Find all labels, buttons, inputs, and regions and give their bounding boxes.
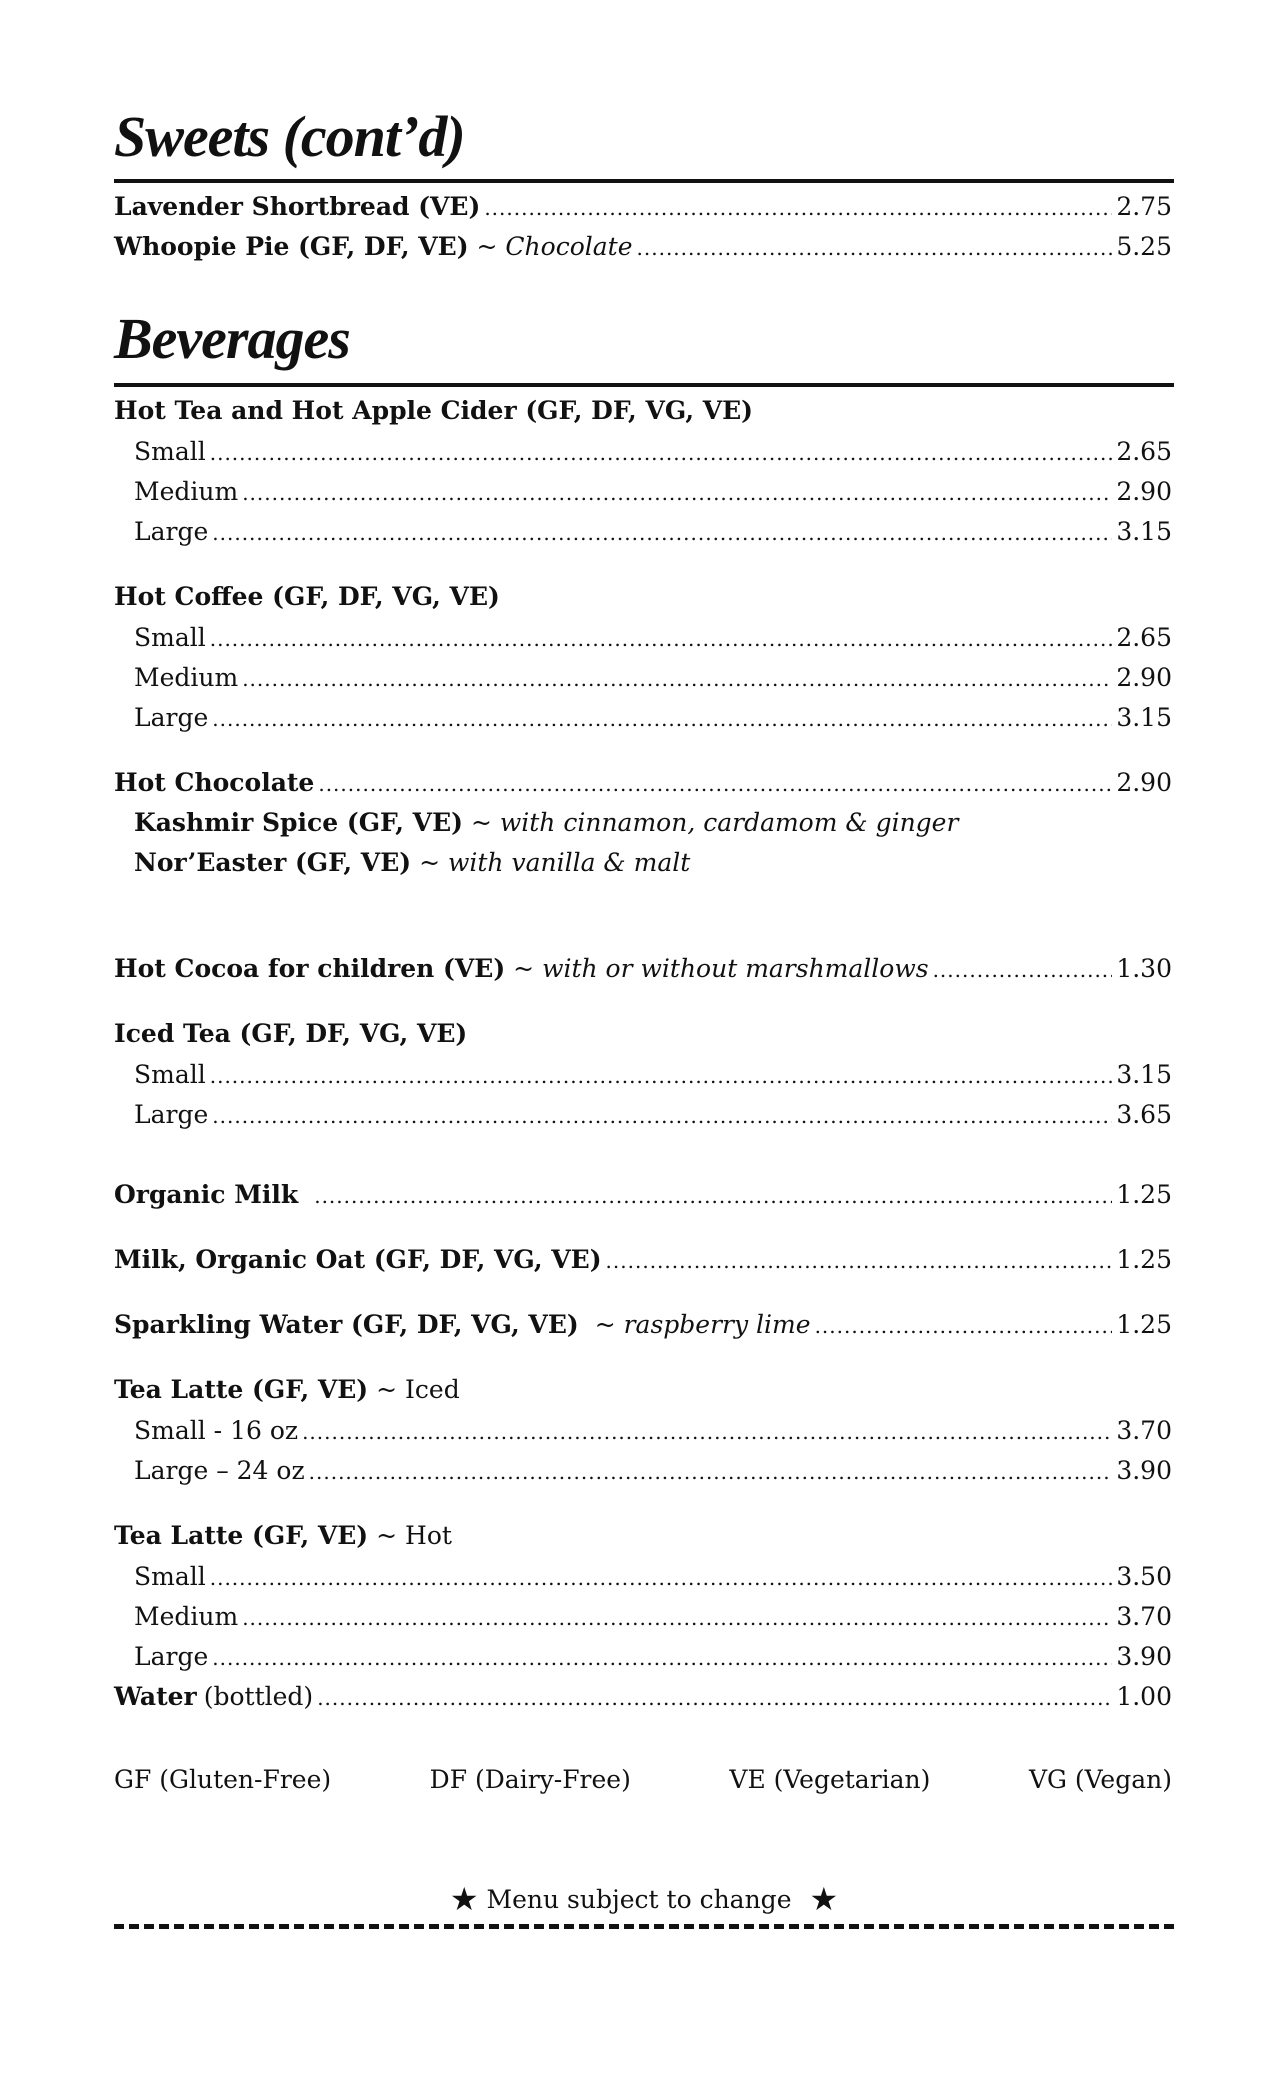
dot-leader (317, 1686, 1112, 1710)
item-price: 3.15 (1116, 517, 1172, 546)
size-row (134, 1642, 1172, 1676)
menu-item-water (114, 1682, 1172, 1716)
menu-item-sparkling-water (114, 1310, 1172, 1344)
size-label: Large (134, 1642, 209, 1671)
item-price: 2.90 (1116, 477, 1172, 506)
menu-item-tea-latte-iced-header (114, 1375, 1172, 1409)
item-description: ~ Chocolate (476, 232, 633, 261)
menu-item-whoopie-pie (114, 232, 1172, 266)
size-row (134, 1602, 1172, 1636)
star-icon: ★ (809, 1880, 839, 1918)
item-name: Whoopie Pie (GF, DF, VE) (114, 232, 469, 261)
item-variant-label: (bottled) (203, 1682, 314, 1711)
menu-item-hot-coffee-header (114, 582, 1172, 616)
section-rule (114, 179, 1174, 183)
item-price: 3.15 (1116, 703, 1172, 732)
menu-item-lavender-shortbread (114, 192, 1172, 226)
variant-name: Kashmir Spice (GF, VE) (134, 808, 463, 837)
menu-item-organic-milk (114, 1180, 1172, 1214)
item-price: 3.90 (1116, 1456, 1172, 1485)
item-name: Hot Chocolate (114, 768, 315, 797)
dot-leader (606, 1249, 1113, 1273)
legend-vegetarian: VE (Vegetarian) (729, 1765, 931, 1794)
menu-disclaimer: Menu subject to change (486, 1885, 792, 1914)
item-price: 3.50 (1116, 1562, 1172, 1591)
dot-leader (210, 441, 1113, 465)
variant-row-kashmir-spice (134, 808, 1172, 842)
size-label: Large (134, 703, 209, 732)
dashed-divider (114, 1924, 1174, 1929)
dot-leader (212, 707, 1112, 731)
item-price: 1.25 (1116, 1310, 1172, 1339)
variant-row-noreaster (134, 848, 1172, 882)
size-row (134, 703, 1172, 737)
dot-leader (815, 1314, 1113, 1338)
item-price: 1.25 (1116, 1245, 1172, 1274)
item-price: 3.70 (1116, 1416, 1172, 1445)
item-name: Water (114, 1682, 197, 1711)
item-price: 3.15 (1116, 1060, 1172, 1089)
dot-leader (210, 1566, 1113, 1590)
item-description: ~ with or without marshmallows (513, 954, 929, 983)
section-title-beverages: Beverages (114, 306, 350, 371)
legend-dairy-free: DF (Dairy-Free) (429, 1765, 631, 1794)
size-label: Large – 24 oz (134, 1456, 305, 1485)
size-label: Small (134, 1060, 206, 1089)
item-name: Tea Latte (GF, VE) (114, 1375, 369, 1404)
dot-leader (314, 1184, 1112, 1208)
dot-leader (242, 667, 1112, 691)
star-icon: ★ (449, 1880, 479, 1918)
item-name: Lavender Shortbread (VE) (114, 192, 481, 221)
size-label: Small (134, 1562, 206, 1591)
menu-item-hot-tea-header (114, 396, 1172, 430)
dot-leader (210, 627, 1113, 651)
size-row (134, 477, 1172, 511)
variant-name: Nor’Easter (GF, VE) (134, 848, 412, 877)
dot-leader (212, 521, 1112, 545)
menu-item-hot-chocolate (114, 768, 1172, 802)
size-label: Medium (134, 663, 239, 692)
variant-description: ~ with vanilla & malt (419, 848, 691, 877)
dietary-legend (114, 1765, 1172, 1794)
dot-leader (212, 1104, 1112, 1128)
dot-leader (242, 481, 1112, 505)
variant-description: ~ with cinnamon, cardamom & ginger (470, 808, 959, 837)
item-price: 2.65 (1116, 623, 1172, 652)
item-name: Milk, Organic Oat (GF, DF, VG, VE) (114, 1245, 602, 1274)
dot-leader (484, 196, 1112, 220)
dot-leader (242, 1606, 1112, 1630)
item-price: 2.75 (1116, 192, 1172, 221)
dot-leader (212, 1646, 1112, 1670)
size-row (134, 517, 1172, 551)
item-name: Hot Cocoa for children (VE) (114, 954, 506, 983)
item-price: 5.25 (1116, 232, 1172, 261)
item-variant-label: ~ Iced (376, 1375, 460, 1404)
item-price: 1.25 (1116, 1180, 1172, 1209)
size-row (134, 623, 1172, 657)
item-name: Organic Milk (114, 1180, 299, 1209)
dot-leader (302, 1420, 1112, 1444)
size-label: Large (134, 517, 209, 546)
section-rule (114, 383, 1174, 387)
footer-note (114, 1880, 1174, 1918)
item-price: 2.90 (1116, 663, 1172, 692)
dot-leader (309, 1460, 1113, 1484)
menu-item-oat-milk (114, 1245, 1172, 1279)
size-row (134, 1100, 1172, 1134)
section-title-sweets: Sweets (cont’d) (114, 104, 465, 169)
item-name: Iced Tea (GF, DF, VG, VE) (114, 1019, 468, 1048)
legend-vegan: VG (Vegan) (1028, 1765, 1172, 1794)
dot-leader (318, 772, 1112, 796)
item-price: 1.30 (1116, 954, 1172, 983)
size-row (134, 437, 1172, 471)
item-name: Tea Latte (GF, VE) (114, 1521, 369, 1550)
item-price: 3.90 (1116, 1642, 1172, 1671)
size-row (134, 663, 1172, 697)
item-price: 1.00 (1116, 1682, 1172, 1711)
size-label: Small - 16 oz (134, 1416, 299, 1445)
dot-leader (637, 236, 1113, 260)
item-price: 3.65 (1116, 1100, 1172, 1129)
dot-leader (933, 958, 1113, 982)
size-label: Small (134, 437, 206, 466)
size-row (134, 1416, 1172, 1450)
size-row (134, 1562, 1172, 1596)
item-name: Hot Tea and Hot Apple Cider (GF, DF, VG, VE) (114, 396, 754, 425)
legend-gluten-free: GF (Gluten-Free) (114, 1765, 332, 1794)
size-row (134, 1456, 1172, 1490)
size-label: Medium (134, 477, 239, 506)
item-variant-label: ~ Hot (376, 1521, 452, 1550)
item-name: Sparkling Water (GF, DF, VG, VE) (114, 1310, 579, 1339)
size-row (134, 1060, 1172, 1094)
menu-item-hot-cocoa (114, 954, 1172, 988)
item-description: ~ raspberry lime (594, 1310, 811, 1339)
size-label: Medium (134, 1602, 239, 1631)
item-price: 3.70 (1116, 1602, 1172, 1631)
menu-item-tea-latte-hot-header (114, 1521, 1172, 1555)
item-price: 2.90 (1116, 768, 1172, 797)
size-label: Large (134, 1100, 209, 1129)
item-name: Hot Coffee (GF, DF, VG, VE) (114, 582, 500, 611)
size-label: Small (134, 623, 206, 652)
item-price: 2.65 (1116, 437, 1172, 466)
menu-item-iced-tea-header (114, 1019, 1172, 1053)
dot-leader (210, 1064, 1113, 1088)
